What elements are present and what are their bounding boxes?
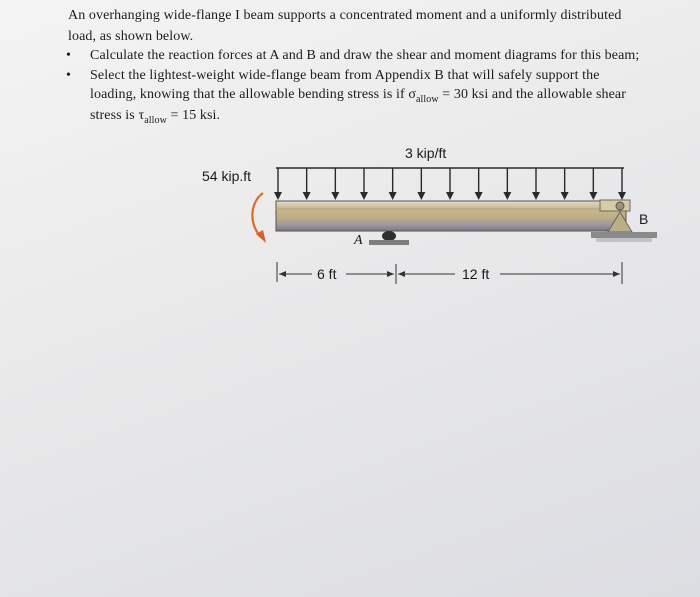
- support-a-label: A: [354, 233, 363, 248]
- dim-arrowhead-mid-right: [398, 271, 405, 277]
- intro-line-1: An overhanging wide-flange I beam supports a concentrated moment and a uniformly distributed: [68, 8, 622, 23]
- support-b-label: B: [639, 211, 649, 227]
- dim-arrowhead-right: [613, 271, 620, 277]
- load-arrowhead-icon: [331, 192, 339, 200]
- bullet-1: •: [66, 48, 71, 63]
- support-b-ground-shade: [596, 238, 652, 242]
- load-arrowhead-icon: [417, 192, 425, 200]
- bullet-2: •: [66, 68, 71, 83]
- load-arrows: [274, 168, 626, 200]
- dim-right-label: 12 ft: [462, 266, 490, 282]
- support-a-roller: [382, 231, 396, 241]
- load-arrowhead-icon: [589, 192, 597, 200]
- load-arrowhead-icon: [503, 192, 511, 200]
- support-a-ground: [369, 240, 409, 245]
- load-arrowhead-icon: [475, 192, 483, 200]
- load-arrowhead-icon: [618, 192, 626, 200]
- support-b-ground: [591, 232, 657, 238]
- load-arrowhead-icon: [360, 192, 368, 200]
- load-arrowhead-icon: [303, 192, 311, 200]
- support-a: [369, 231, 409, 245]
- task-2-line-2-pre: loading, knowing that the allowable bending stress is if σ: [90, 87, 416, 102]
- load-arrowhead-icon: [561, 192, 569, 200]
- load-arrowhead-icon: [532, 192, 540, 200]
- dim-arrowhead-left: [279, 271, 286, 277]
- load-arrowhead-icon: [274, 192, 282, 200]
- load-label: 3 kip/ft: [405, 145, 447, 161]
- dim-arrowhead-mid-left: [387, 271, 394, 277]
- dim-left-label: 6 ft: [317, 266, 337, 282]
- moment-label: 54 kip.ft: [202, 168, 252, 184]
- task-2-line-3-post: = 15 ksi.: [166, 108, 221, 123]
- intro-line-2: load, as shown below.: [68, 29, 194, 44]
- distributed-load: [274, 168, 626, 200]
- task-2-line-1: Select the lightest-weight wide-flange beam from Appendix B that will safely support the: [90, 68, 600, 83]
- load-arrowhead-icon: [389, 192, 397, 200]
- load-arrowhead-icon: [446, 192, 454, 200]
- support-b-pin: [616, 202, 624, 210]
- task-1-line: Calculate the reaction forces at A and B and draw the shear and moment diagrams for this beam;: [90, 48, 640, 63]
- task-2-line-2-post: = 30 ksi and the allowable shear: [438, 87, 626, 102]
- beam: [276, 201, 626, 231]
- support-b-bracket: [600, 200, 630, 211]
- tau-subscript: allow: [144, 114, 167, 126]
- sigma-subscript: allow: [415, 93, 439, 105]
- task-2-line-3-pre: stress is τ: [90, 108, 145, 123]
